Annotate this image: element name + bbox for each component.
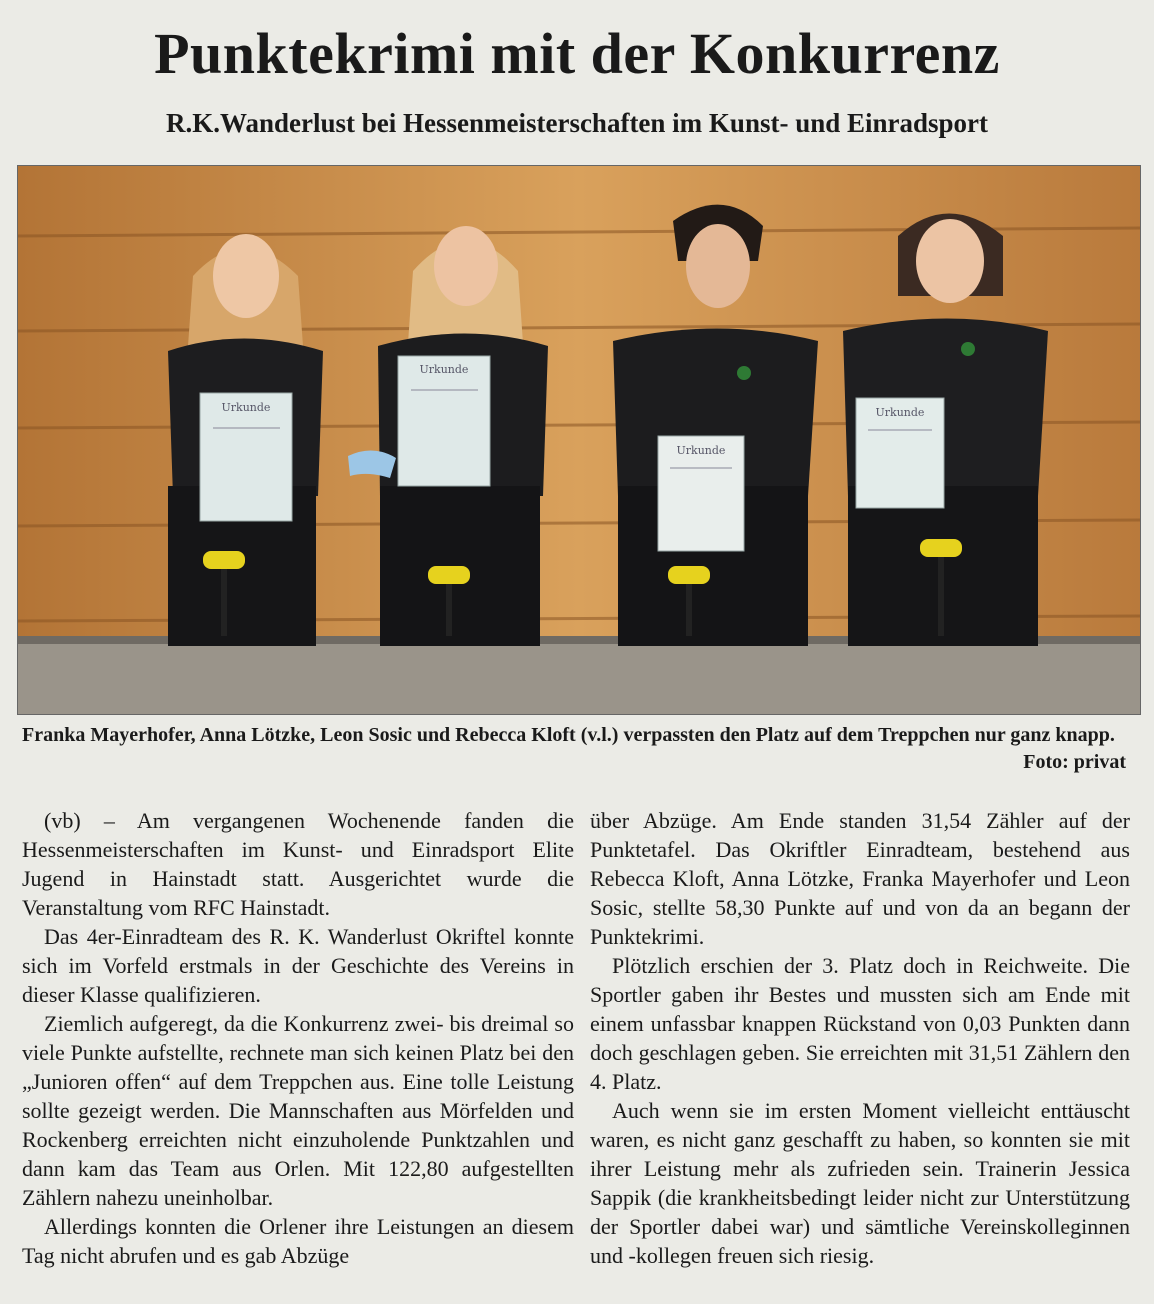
paragraph: Auch wenn sie im ersten Moment vielleicht enttäuscht waren, es nicht ganz geschafft zu haben, so konnten sie mit ihrer Leistung mehr als zufrieden sein. Trainerin Jessica Sappik (die krankheitsbedingt leider nicht zur Unterstützung der Sportler dabei war) und sämtliche Vereinskolleginnen und -kollegen freuen sich riesig. [590,1098,1130,1268]
paragraph: (vb) – Am vergangenen Wochenende fanden die Hessenmeisterschaften im Kunst- und Einradsport Elite Jugend in Hainstadt statt. Ausgerichtet wurde die Veranstaltung vom RFC Hainstadt. [22,808,574,920]
subheadline: R.K.Wanderlust bei Hessenmeisterschaften im Kunst- und Einradsport [165,108,989,138]
certificate-label: Urkunde [676,444,726,457]
certificate-label: Urkunde [875,406,925,419]
headline: Punktekrimi mit der Konkurrenz [154,21,1000,86]
paragraph: Das 4er-Einradteam des R. K. Wanderlust Okriftel konnte sich im Vorfeld erstmals in der Geschichte des Vereins in dieser Klasse qualifizieren. [22,924,574,1007]
body-column-2 [590,806,1130,1270]
paragraph: Allerdings konnten die Orlener ihre Leistungen an diesem Tag nicht abrufen und es gab Abzüge [22,1214,574,1268]
photo-credit: Foto: privat [1023,751,1126,773]
paragraph: Plötzlich erschien der 3. Platz doch in Reichweite. Die Sportler gaben ihr Bestes und mussten sich am Ende mit einem unfassbar knappen Rückstand von 0,03 Punkten dann doch geschlagen geben. Sie erreichten mit 31,51 Zählern den 4. Platz. [590,953,1130,1094]
certificate-label: Urkunde [419,363,469,376]
photo-caption: Franka Mayerhofer, Anna Lötzke, Leon Sosic und Rebecca Kloft (v.l.) verpassten den Platz auf dem Treppchen nur ganz knapp. [22,724,1115,746]
paragraph: über Abzüge. Am Ende standen 31,54 Zähler auf der Punktetafel. Das Okriftler Einradteam, bestehend aus Rebecca Kloft, Anna Lötzke, Franka Mayerhofer und Leon Sosic, stellte 58,30 Punkte auf und von da an begann der Punktekrimi. [590,808,1130,949]
paragraph: Ziemlich aufgeregt, da die Konkurrenz zwei- bis dreimal so viele Punkte aufstellte, rechnete man sich keinen Platz bei den „Junioren offen“ auf dem Treppchen aus. Eine tolle Leistung sollte gezeigt werden. Die Mannschaften aus Mörfelden und Rockenberg erreichten nicht einzuholende Punktzahlen und dann kam das Team aus Orlen. Mit 122,80 aufgestellten Zählern nahezu uneinholbar. [22,1011,574,1210]
team-photo [17,165,1141,715]
body-column-1 [22,806,574,1270]
certificate-label: Urkunde [221,401,271,414]
